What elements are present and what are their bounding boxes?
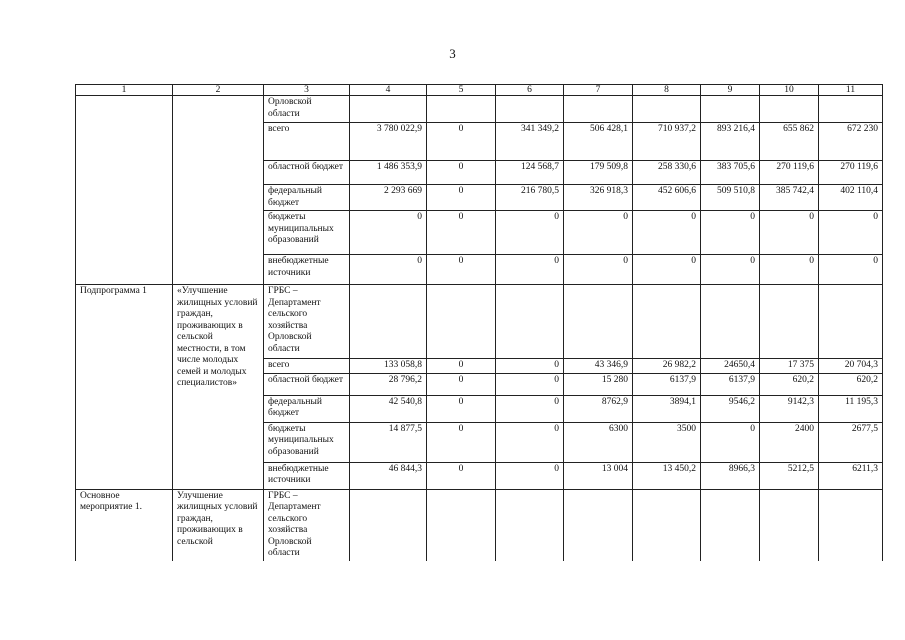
value-cell: 1 486 353,9 (350, 161, 427, 185)
value-cell: 270 119,6 (760, 161, 819, 185)
funding-source-cell: областной бюджет (264, 161, 350, 185)
funding-source-cell: ГРБС – Департамент сельского хозяйства Орловской области (264, 489, 350, 561)
value-cell (496, 285, 564, 359)
value-cell: 893 216,4 (701, 123, 760, 161)
value-cell: 14 877,5 (350, 422, 427, 462)
value-cell: 133 058,8 (350, 359, 427, 374)
value-cell: 5212,5 (760, 462, 819, 489)
value-cell-empty (819, 489, 883, 561)
subprogram-name-cell: «Улучшение жилищных условий граждан, проживающих в сельской местности, в том числе молодых семей и молодых специалистов» (173, 285, 264, 490)
funding-source-cell: ГРБС – Департамент сельского хозяйства Орловской области (264, 285, 350, 359)
value-cell: 8762,9 (564, 395, 633, 422)
budget-table (75, 84, 883, 561)
value-cell: 0 (633, 255, 701, 285)
subprogram-label-cell: Подпрограмма 1 (76, 285, 173, 490)
table-row (76, 96, 883, 123)
header-cell: 5 (427, 85, 496, 96)
value-cell: 9546,2 (701, 395, 760, 422)
value-cell: 28 796,2 (350, 373, 427, 395)
value-cell: 655 862 (760, 123, 819, 161)
value-cell: 0 (819, 255, 883, 285)
value-cell: 0 (496, 422, 564, 462)
header-cell: 11 (819, 85, 883, 96)
funding-source-cell: внебюджетные источники (264, 255, 350, 285)
value-cell: 0 (427, 161, 496, 185)
value-cell: 26 982,2 (633, 359, 701, 374)
value-cell (427, 285, 496, 359)
value-cell: 0 (819, 211, 883, 255)
value-cell: 0 (427, 255, 496, 285)
header-cell: 7 (564, 85, 633, 96)
value-cell (633, 285, 701, 359)
funding-source-cell: федеральный бюджет (264, 395, 350, 422)
value-cell-empty (496, 489, 564, 561)
header-cell: 3 (264, 85, 350, 96)
header-cell: 2 (173, 85, 264, 96)
value-cell: 9142,3 (760, 395, 819, 422)
value-cell: 6300 (564, 422, 633, 462)
value-cell (819, 96, 883, 123)
value-cell: 0 (564, 255, 633, 285)
value-cell: 13 450,2 (633, 462, 701, 489)
value-cell: 0 (496, 462, 564, 489)
value-cell (496, 96, 564, 123)
value-cell: 710 937,2 (633, 123, 701, 161)
value-cell (427, 96, 496, 123)
funding-source-cell: федеральный бюджет (264, 185, 350, 211)
value-cell: 2400 (760, 422, 819, 462)
value-cell: 11 195,3 (819, 395, 883, 422)
value-cell: 0 (427, 373, 496, 395)
value-cell: 0 (760, 211, 819, 255)
value-cell-empty (701, 489, 760, 561)
value-cell (701, 285, 760, 359)
value-cell: 0 (496, 211, 564, 255)
value-cell: 2 293 669 (350, 185, 427, 211)
main-activity-name-cell: Улучшение жилищных условий граждан, проживающих в сельской (173, 489, 264, 561)
value-cell: 402 110,4 (819, 185, 883, 211)
value-cell: 0 (427, 359, 496, 374)
value-cell (701, 96, 760, 123)
value-cell: 383 705,6 (701, 161, 760, 185)
value-cell-empty (633, 489, 701, 561)
value-cell: 0 (496, 255, 564, 285)
value-cell (760, 285, 819, 359)
value-cell: 0 (427, 185, 496, 211)
value-cell: 6211,3 (819, 462, 883, 489)
table-row (76, 285, 883, 359)
value-cell: 0 (427, 462, 496, 489)
funding-source-cell: всего (264, 359, 350, 374)
value-cell: 179 509,8 (564, 161, 633, 185)
value-cell (819, 285, 883, 359)
value-cell: 0 (427, 422, 496, 462)
value-cell (564, 96, 633, 123)
value-cell (350, 285, 427, 359)
value-cell: 24650,4 (701, 359, 760, 374)
value-cell-empty (350, 489, 427, 561)
value-cell: 258 330,6 (633, 161, 701, 185)
value-cell: 620,2 (819, 373, 883, 395)
funding-source-cell: областной бюджет (264, 373, 350, 395)
value-cell: 20 704,3 (819, 359, 883, 374)
value-cell: 0 (701, 255, 760, 285)
value-cell: 326 918,3 (564, 185, 633, 211)
value-cell: 13 004 (564, 462, 633, 489)
program-cell-empty (76, 96, 173, 285)
funding-source-cell: бюджеты муниципальных образований (264, 211, 350, 255)
value-cell: 506 428,1 (564, 123, 633, 161)
value-cell: 0 (427, 395, 496, 422)
value-cell (564, 285, 633, 359)
value-cell: 341 349,2 (496, 123, 564, 161)
value-cell: 0 (496, 373, 564, 395)
value-cell: 0 (701, 422, 760, 462)
header-cell: 8 (633, 85, 701, 96)
value-cell: 46 844,3 (350, 462, 427, 489)
value-cell: 6137,9 (701, 373, 760, 395)
main-activity-label-cell: Основное мероприятие 1. (76, 489, 173, 561)
funding-source-cell: бюджеты муниципальных образований (264, 422, 350, 462)
funding-source-cell: внебюджетные источники (264, 462, 350, 489)
value-cell: 124 568,7 (496, 161, 564, 185)
value-cell: 6137,9 (633, 373, 701, 395)
value-cell: 270 119,6 (819, 161, 883, 185)
header-row (76, 85, 883, 96)
value-cell: 0 (496, 359, 564, 374)
value-cell: 3500 (633, 422, 701, 462)
value-cell (633, 96, 701, 123)
value-cell: 15 280 (564, 373, 633, 395)
value-cell: 43 346,9 (564, 359, 633, 374)
value-cell: 620,2 (760, 373, 819, 395)
value-cell: 385 742,4 (760, 185, 819, 211)
funding-source-cell: всего (264, 123, 350, 161)
header-cell: 4 (350, 85, 427, 96)
value-cell (350, 96, 427, 123)
header-cell: 10 (760, 85, 819, 96)
page-number: 3 (449, 46, 456, 61)
value-cell: 0 (427, 123, 496, 161)
value-cell: 2677,5 (819, 422, 883, 462)
value-cell: 3 780 022,9 (350, 123, 427, 161)
value-cell: 509 510,8 (701, 185, 760, 211)
value-cell-empty (427, 489, 496, 561)
value-cell: 672 230 (819, 123, 883, 161)
value-cell: 216 780,5 (496, 185, 564, 211)
value-cell: 0 (350, 255, 427, 285)
value-cell: 0 (760, 255, 819, 285)
value-cell (760, 96, 819, 123)
value-cell-empty (760, 489, 819, 561)
value-cell: 3894,1 (633, 395, 701, 422)
value-cell: 452 606,6 (633, 185, 701, 211)
value-cell: 0 (427, 211, 496, 255)
program-name-cell-empty (173, 96, 264, 285)
value-cell: 0 (350, 211, 427, 255)
funding-source-cell: Орловской области (264, 96, 350, 123)
value-cell: 0 (564, 211, 633, 255)
value-cell: 0 (701, 211, 760, 255)
value-cell: 0 (633, 211, 701, 255)
header-cell: 9 (701, 85, 760, 96)
table-row (76, 489, 883, 561)
value-cell: 17 375 (760, 359, 819, 374)
header-cell: 6 (496, 85, 564, 96)
header-cell: 1 (76, 85, 173, 96)
value-cell: 42 540,8 (350, 395, 427, 422)
value-cell: 0 (496, 395, 564, 422)
value-cell: 8966,3 (701, 462, 760, 489)
value-cell-empty (564, 489, 633, 561)
